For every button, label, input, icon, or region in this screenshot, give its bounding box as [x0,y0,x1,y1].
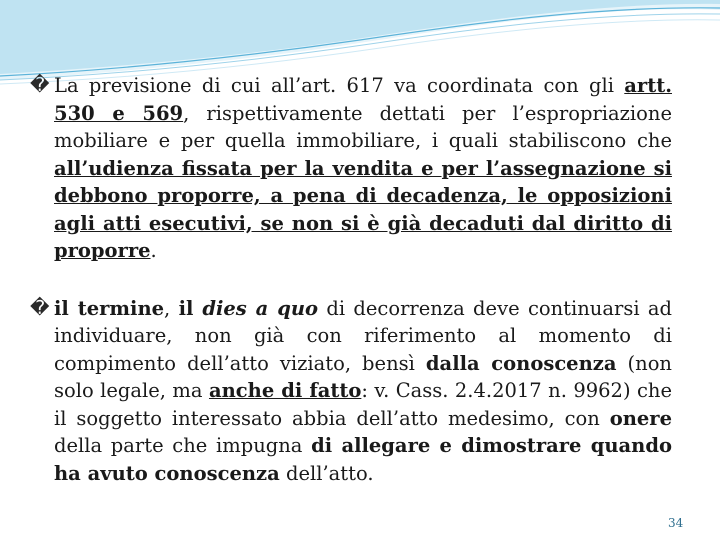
bullet-icon: � [30,74,50,96]
paragraph-articles [30,72,672,265]
slide-body [30,72,672,517]
p1-hearing-clause: all’udienza fissata per la vendita e per l’assegnazione si debbono proporre, a pena di decadenza, le opposizioni agli atti esecutivi, se non si è già decaduti dal diritto di proporre [54,156,672,262]
p2-allegare-dimostrare: di allegare e dimostrare quando ha avuto conoscenza [54,434,672,485]
p1-text-1: La previsione di cui all’art. 617 va coordinata con gli [54,74,625,97]
p2-dalla-conoscenza: dalla conoscenza [425,351,617,375]
p2-text-3: (non solo legale, ma [54,351,672,402]
p2-onere: onere [609,406,672,430]
bullet-icon: � [30,296,50,319]
p2-anche-di-fatto: anche di fatto [208,379,362,402]
p2-dies-a-quo: dies a quo [202,296,319,320]
p2-term: il termine [54,296,165,320]
p2-text-4: : v. Cass. 2.4.2017 n. 9962) che il soggetto interessato abbia dell’atto medesimo, con [54,379,672,430]
page-number: 34 [668,516,684,530]
p2-text-6: dell’atto. [279,461,374,485]
p2-text-2: di decorrenza deve continuarsi ad individuare, non già con riferimento al momento di compimento dell’atto viziato, bensì [54,296,672,375]
p2-text-1: , [164,296,179,320]
p2-text-5: della parte che impugna [54,434,312,457]
p2-il: il [178,296,203,320]
p1-articles-reference: artt. 530 e 569 [54,74,672,125]
paragraph-term [30,295,672,488]
p1-text-3: . [150,239,157,262]
p1-text-2: , rispettivamente dettati per l’espropriazione mobiliare e per quella immobiliare, i quali stabiliscono che [54,101,672,152]
